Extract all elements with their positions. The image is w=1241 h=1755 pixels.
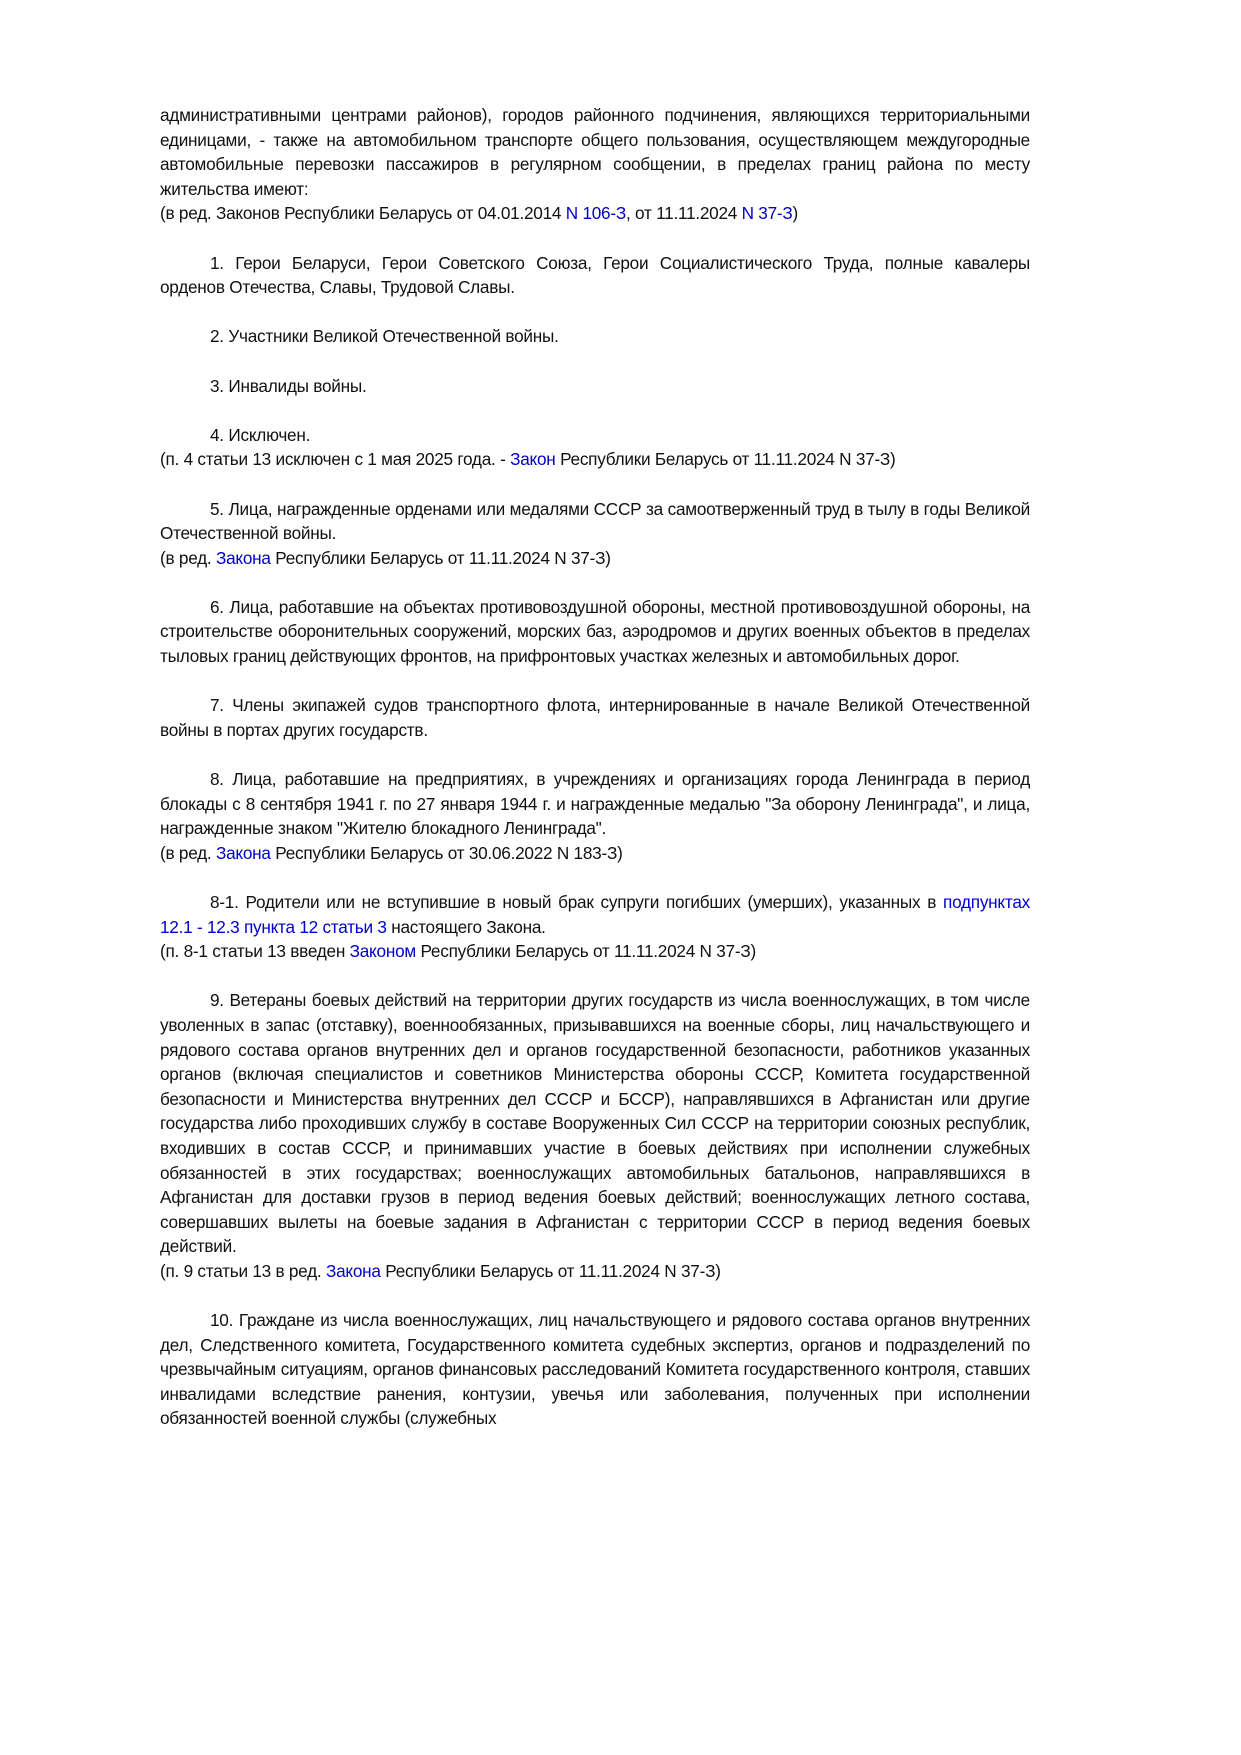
item-text: Лица, работавшие на предприятиях, в учреждениях и организациях города Ленинграда в период блокады с 8 сентября 1941 г. по 27 января 1944 г. и награжденные медалью "За оборону Ленинграда", и лица, награжденные знаком "Жителю блокадного Ленинграда".	[160, 769, 1030, 839]
item-text: Герои Беларуси, Герои Советского Союза, Герои Социалистического Труда, полные кавалеры орденов Отечества, Славы, Трудовой Славы.	[160, 252, 1031, 298]
law-link[interactable]: Закон	[510, 449, 556, 470]
list-item-8-1	[160, 890, 1030, 939]
item-number: 6.	[210, 596, 224, 617]
item-number: 4.	[210, 424, 224, 445]
subparagraph-reference-link[interactable]: подпунктах 12.1 - 12.3 пункта 12 статьи 3	[160, 892, 1030, 937]
note-text: (в ред.	[160, 842, 216, 863]
item-text: Исключен.	[228, 424, 311, 445]
law-link[interactable]: Закона	[325, 1260, 381, 1281]
list-item-6	[160, 595, 1030, 669]
list-item-5	[160, 497, 1030, 546]
note-text: Республики Беларусь от 11.11.2024 N 37-З)	[555, 449, 896, 470]
item-number: 2.	[210, 326, 224, 347]
item-4-amendment-note	[160, 447, 1030, 472]
note-text: Республики Беларусь от 30.06.2022 N 183-З)	[270, 842, 623, 863]
note-text: (п. 8-1 статьи 13 введен	[160, 941, 350, 962]
list-item-7	[160, 693, 1030, 742]
item-number: 10.	[210, 1310, 234, 1331]
law-link[interactable]: Законом	[349, 941, 416, 962]
law-link[interactable]: Закона	[215, 842, 271, 863]
item-text: Лица, награжденные орденами или медалями СССР за самоотверженный труд в тылу в годы Великой Отечественной войны.	[160, 498, 1031, 544]
item-number: 8.	[210, 769, 224, 790]
item-text: Инвалиды войны.	[228, 375, 367, 396]
note-text: (п. 9 статьи 13 в ред.	[160, 1260, 326, 1281]
list-item-4	[160, 423, 1030, 448]
item-text: Граждане из числа военнослужащих, лиц начальствующего и рядового состава органов внутренних дел, Следственного комитета, Государственного комитета судебных экспертиз, органов и подразделений по чрезвычайным ситуациям, органов финансовых расследований Комитета государственного контроля, ставших инвалидами вследствие ранения, контузии, увечья или заболевания, полученных при исполнении обязанностей военной службы (служебных	[160, 1310, 1030, 1429]
intro-amendment-note	[160, 201, 1030, 226]
item-text: настоящего Закона.	[386, 916, 546, 937]
list-item-3	[160, 374, 1030, 399]
item-8-amendment-note	[160, 841, 1030, 866]
law-link-37-3[interactable]: N 37-З	[741, 203, 793, 224]
note-text: (в ред.	[160, 547, 216, 568]
item-5-amendment-note	[160, 546, 1030, 571]
item-number: 7.	[210, 695, 224, 716]
intro-paragraph: административными центрами районов), городов районного подчинения, являющихся территориальными единицами, - также на автомобильном транспорте общего пользования, осуществляющем междугородные автомобильные перевозки пассажиров в регулярном сообщении, в пределах границ района по месту жительства имеют:	[160, 105, 1030, 199]
note-text: (п. 4 статьи 13 исключен с 1 мая 2025 года. -	[160, 449, 511, 470]
list-item-2	[160, 324, 1030, 349]
item-number: 5.	[210, 498, 224, 519]
note-text: , от 11.11.2024	[625, 203, 742, 224]
item-number: 9.	[210, 990, 224, 1011]
item-9-amendment-note	[160, 1259, 1030, 1284]
item-text: Родители или не вступившие в новый брак супруги погибших (умерших), указанных в	[245, 892, 944, 912]
note-text: Республики Беларусь от 11.11.2024 N 37-З)	[415, 941, 756, 962]
note-text: Республики Беларусь от 11.11.2024 N 37-З)	[380, 1260, 721, 1281]
list-item-1	[160, 251, 1030, 300]
law-link-106-3[interactable]: N 106-З	[565, 203, 626, 224]
note-text: )	[792, 203, 799, 224]
item-8-1-amendment-note	[160, 939, 1030, 964]
list-item-9	[160, 988, 1030, 1259]
note-text: (в ред. Законов Республики Беларусь от 04.01.2014	[160, 203, 566, 224]
item-number: 1.	[210, 252, 224, 273]
item-number: 8-1.	[210, 892, 239, 912]
law-link[interactable]: Закона	[215, 547, 271, 568]
item-text: Члены экипажей судов транспортного флота, интернированные в начале Великой Отечественной войны в портах других государств.	[160, 695, 1030, 740]
item-text: Ветераны боевых действий на территории других государств из числа военнослужащих, в том числе уволенных в запас (отставку), военнообязанных, призывавшихся на военные сборы, лиц начальствующего и рядового состава органов внутренних дел и органов государственной безопасности, работников указанных органов (включая специалистов и советников Министерства обороны СССР, Комитета государственной безопасности и Министерства внутренних дел СССР и БССР), направлявшихся в Афганистан или другие государства либо проходивших службу в составе Вооруженных Сил СССР на территории союзных республик, входивших в состав СССР, и принимавших участие в боевых действиях при исполнении служебных обязанностей в этих государствах; военнослужащих автомобильных батальонов, направлявшихся в Афганистан для доставки грузов в период ведения боевых действий; военнослужащих летного состава, совершавших вылеты на боевые задания в Афганистан с территории СССР в период ведения боевых действий.	[160, 990, 1030, 1257]
item-text: Лица, работавшие на объектах противовоздушной обороны, местной противовоздушной обороны, на строительстве оборонительных сооружений, морских баз, аэродромов и других военных объектов в пределах тыловых границ действующих фронтов, на прифронтовых участках железных и автомобильных дорог.	[160, 596, 1031, 667]
note-text: Республики Беларусь от 11.11.2024 N 37-З)	[270, 547, 611, 568]
list-item-8	[160, 767, 1030, 841]
item-text: Участники Великой Отечественной войны.	[228, 326, 559, 347]
list-item-10	[160, 1308, 1030, 1431]
document-page	[160, 103, 1030, 1431]
item-number: 3.	[210, 375, 224, 396]
